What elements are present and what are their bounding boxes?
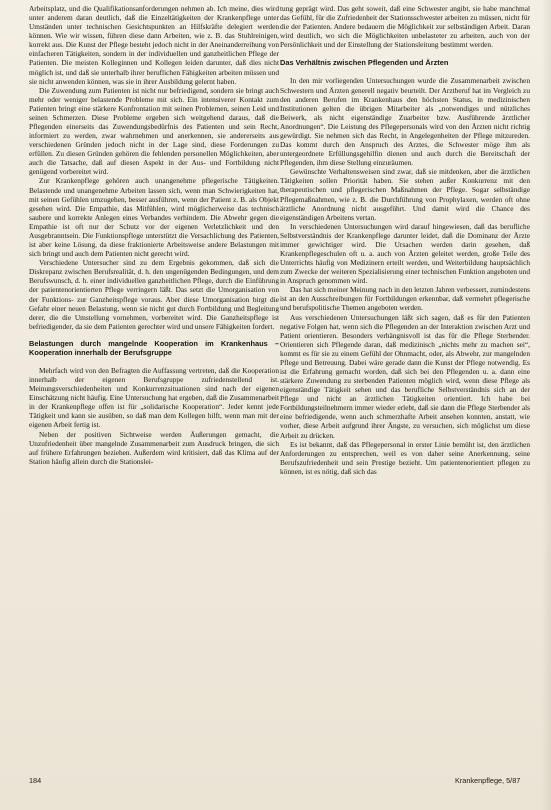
paragraph: Es ist bekannt, daß das Pflegepersonal in erster Linie bemüht ist, den ärztlichen Anforderungen zu entsprechen, weil es von daher seine Anerkennung, seine Berufszufriedenheit und sein Prestige bezieht. Um patientenorientiert pflegen zu können, ist es nötig, daß sich das xyxy=(280,439,530,476)
paragraph: Gewünschte Verhaltensweisen sind zwar, daß sie mitdenken, aber die ärztlichen Tätigkeiten sollen Priorität haben. Sie stehen außer Konkurrenz mit den therapeutischen und pflegerischen Maßnahmen der Pflege. Sogar selbständige Pflegemaßnahmen, wie z. B. die Durchführung von Prophylaxen, werden oft ohne ärztliche Anordnung nicht ausgeführt. Und damit wird die Chance des eigenständigen Arbeitens vertan. xyxy=(280,167,530,222)
paragraph: tung geprägt wird. Das geht soweit, daß eine Schwester angibt, sie habe manchmal das Gefühl, für die Zufriedenheit der Stationsschwester arbeiten zu müssen, nicht für die der Patienten. Andere bedauern die Möglichkeit zur selbständigen Arbeit. Daran wird deutlich, wo sich die Möglichkeiten unbelasteter zu arbeiten, auch von der Persönlichkeit und der Einstellung der Stationsleitung bestimmt werden. xyxy=(280,4,530,50)
paragraph: Neben der positiven Sichtweise werden Äußerungen gemacht, die Unzufriedenheit über mangelnde Zusammenarbeit zum Ausdruck bringen, die sich auf frühere Erfahrungen beziehen. Außerdem wird kritisiert, daß das Klima auf der Station häufig allein durch die Stationslei- xyxy=(29,429,279,466)
page-number: 184 xyxy=(29,776,42,785)
right-column xyxy=(280,4,530,476)
paragraph: Aus verschiedenen Untersuchungen läßt sich sagen, daß es für den Patienten negative Folgen hat, wenn sich die Pflegenden an der Interaktion zwischen Arzt und Patient orientieren. Besonders verhängnisvoll ist das für die Pflege Sterbender. Orientieren sich Pflegende daran, daß medizinisch „nichts mehr zu machen sei“, kommt es für sie zu einem Gefühl der Ohnmacht, oder, als Abwehr, zur mangelnden Pflege und Betreuung. Dabei wäre gerade dann die Kunst der Pflege notwendig. Es ist die Erfahrung gemacht worden, daß sich bei den Pflegenden u. a. dann eine stärkere Zuwendung zu sterbenden Patienten möglich wird, wenn diese Pflege als eigenständige Tätigkeit sehen und das berufliche Selbstverständnis sich an der Pflege und nicht an ärztlichen Tätigkeiten orientiert. Ich habe bei Fortbildungsteilnehmern immer wieder erlebt, daß sie dann die Pflege Sterbender als eine befriedigende, wenn auch schmerzhafte Arbeit ansehen konnten, anstatt, wie vorher, diese Arbeit aufgrund ihrer Ängste, zu versuchen, sich möglichst um diese Arbeit zu drücken. xyxy=(280,312,530,440)
paragraph: In verschiedenen Untersuchungen wird darauf hingewiesen, daß das berufliche Selbstverständnis der Krankenpflege darunter leidet, daß die Dominanz der Ärzte immer gewichtiger wird. Die Ursachen werden darin gesehen, daß Krankenpflegeschulen oft u. a. auch von Ärzten geleitet werden, große Teile des Unterrichts häufig von Medizinern erteilt werden, und Weiterbildung hauptsächlich zum Zwecke der weiteren Spezialisierung einer technischen Funktion angeboten und in Anspruch genommen wird. xyxy=(280,221,530,286)
paragraph: Die Zuwendung zum Patienten ist nicht nur befriedigend, sondern sie bringt auch mehr oder weniger belastende Probleme mit sich. Ein intensiverer Kontakt zum Patienten bringt eine stärkere Konfrontation mit seinen Problemen, seinen Leid und seinen Schmerzen. Diese Probleme ergeben sich weitgehend daraus, daß die Pflegenden einerseits das Zuwendungsbedürfnis des Patienten und sein Recht, informiert zu werden, zwar wahrnehmen und anerkennen, sie andererseits aus verschiedenen Gründen jedoch nicht in der Lage sind, diese Forderungen zu erfüllen. Zu diesen Gründen gehören die fehlenden personellen Möglichkeiten, aber auch die Tatsache, daß auf diesen Aspekt in der Aus- und Fortbildung nicht genügend vorbereitet wird. xyxy=(29,85,279,177)
paragraph: Verschiedene Untersucher sind zu dem Ergebnis gekommen, daß sich die Diskrepanz zwischen Berufsrealität, d. h. den ungenügenden Bedingungen, und dem Berufswunsch, d. h. einer individuellen ganzheitlichen Pflege, durch die Einführung der patientenorientierten Pflege verringern läßt. Das setzt die Umorganisation von der Funktions- zur Ganzheitspflege voraus. Aber diese Umorganisation birgt die Gefahr einer neuen Belastung, wenn sie nicht gut durch Fortbildung und Begleitung derer, die die Umstellung vornehmen, vorbereitet wird. Die Ganzheitspflege ist befriedigender, da sie dem Patienten gerechter wird und unsere Fähigkeiten fordert. xyxy=(29,258,279,331)
paragraph: Das hat sich meiner Meinung nach in den letzten Jahren verbessert, zumindestens ist an den Ausschreibungen für Fortbildungen erkennbar, daß vermehrt pflegerische und berufspolitische Themen angeboten werden. xyxy=(280,285,530,313)
left-column xyxy=(29,4,279,466)
paragraph: Zur Krankenpflege gehören auch unangenehme pflegerische Tätigkeiten. Belastende und unangenehme Arbeiten lassen sich, wenn man Schwierigkeiten hat, mit seinen Gefühlen umzugehen, besser ausführen, wenn der Patient z. B. als Objekt gesehen wird. Die Empathie, das Mitfühlen, wird möglicherweise das technisch saubere und korrekte Anlegen eines Verbandes verhindern. Die Abwehr gegen die Empathie ist oft nur der Schutz vor der eigenen Verletzlichkeit und den Ausgebranntsein. Die Funktionspflege unterstützt die Versachlichung des Patienten, ist aber keine Lösung, da diese fraktionierte Arbeitsweise andere Belastungen mit sich bringt und auch dem Patienten nicht gerecht wird. xyxy=(29,176,279,259)
journal-issue: Krankenpflege, 5/87 xyxy=(455,776,521,785)
paragraph: Arbeitsplatz, und die Qualifikationsanforderungen nehmen ab. Ich meine, dies wird unter anderem daran deutlich, daß die Einzeltätigkeiten der Krankenpflege unter Umständen unter technischen Gesichtspunkten an Hilfskräfte delegiert werden können. Wie wir wissen, führen diese dann Arbeiten, wie z. B. das Stuhlreinigen, korrekt aus. Die Kunst der Pflege besteht jedoch nicht in der Aneinanderreihung von einfacheren Tätigkeiten, sondern in der individuellen und ganzheitlichen Pflege der Patienten. Die meisten Kolleginnen und Kollegen leiden darunter, daß dies nicht möglich ist, und daß sie unterhalb ihrer beruflichen Fähigkeiten arbeiten müssen und sie nicht anwenden können, was sie in ihrer Ausbildung gelernt haben. xyxy=(29,4,279,86)
section-heading: Das Verhältnis zwischen Pflegenden und Ärzten xyxy=(280,58,449,68)
page-edge-shadow xyxy=(541,0,551,810)
section-heading: Belastungen durch mangelnde Kooperation im Krankenhaus – Kooperation innerhalb der Berufsgruppe xyxy=(29,338,279,357)
paragraph: In den mir vorliegenden Untersuchungen wurde die Zusammenarbeit zwischen Schwestern und Ärzten generell negativ beurteilt. Der Arztberuf hat im Vergleich zu den anderen Berufen im Krankenhaus den höchsten Status, in medizinischen Institutionen gelten die übrigen Mitarbeiter als „notwendiges und nützliches Beiwerk, als nicht eigenständige Zuarbeiter bzw. Ausführende ärztlicher Anordnungen“. Die Leistung des Pflegepersonals wird von den Ärzten nicht richtig gewürdigt. Sie nehmen sich das Recht, in Angelegenheiten der Pflege mitzureden. Das kommt durch den Anspruch des Arztes, die Schwester möge ihm als untergeordnete Erfüllungsgehilfin dienen und auch durch die Bereitschaft der Pflegenden, ihm diese Stellung einzuräumen. xyxy=(280,76,530,168)
paragraph: Mehrfach wird von den Befragten die Auffassung vertreten, daß die Kooperation innerhalb der eigenen Berufsgruppe zufriedenstellend ist. Meinungsverschiedenheiten und Konkurrenzsituationen sind nach der eigenen Einschätzung nicht häufig. Eine Untersuchung hat ergeben, daß die Zusammenarbeit in der Krankenpflege offen ist für „solidarische Kooperation“. Jeder kennt jede Tätigkeit und kann sie ausüben, so daß man dem Kollegen hilft, wenn man mit der eigenen Arbeit fertig ist. xyxy=(29,366,279,430)
